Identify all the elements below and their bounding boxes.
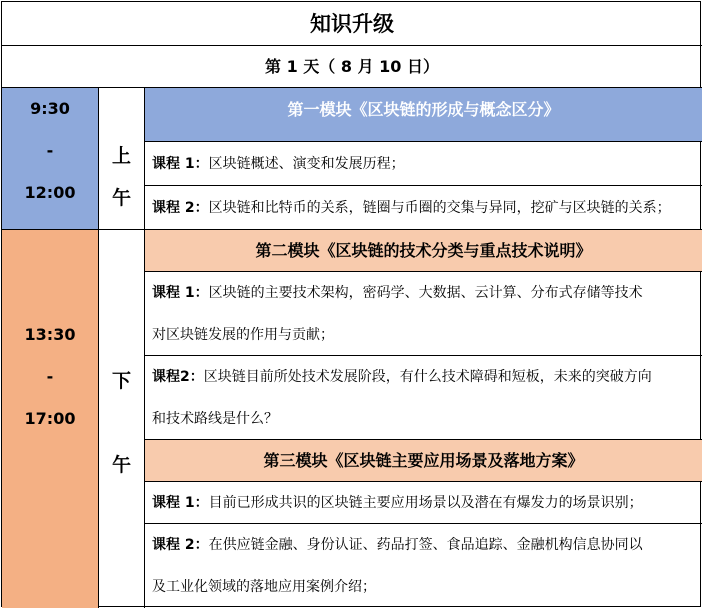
- course-text: 区块链概述、演变和发展历程；: [208, 156, 405, 172]
- afternoon-period-char-2: 午: [111, 454, 131, 476]
- morning-time: [2, 88, 99, 230]
- course-line: 对区块链发展的作用与贡献；: [152, 327, 334, 343]
- course-text: 区块链目前所处技术发展阶段，有什么技术障碍和短板，未来的突破方向: [203, 369, 652, 385]
- morning-time-dash: -: [46, 141, 54, 160]
- module-1-title: 第一模块《区块链的形成与概念区分》: [145, 88, 702, 142]
- course-label: 课程 1：: [152, 156, 209, 172]
- module-3-course-2: [145, 524, 702, 608]
- morning-time-end: 12:00: [24, 183, 76, 202]
- afternoon-time: [2, 230, 99, 608]
- course-label: 课程 2：: [152, 200, 209, 216]
- module-2-title: 第二模块《区块链的技术分类与重点技术说明》: [145, 230, 702, 272]
- afternoon-time-start: 13:30: [24, 325, 76, 344]
- afternoon-time-dash: -: [46, 367, 54, 386]
- module-1-course-1: [145, 142, 702, 186]
- morning-period-char-2: 午: [111, 187, 131, 209]
- course-line: [152, 524, 694, 566]
- course-text: 区块链和比特币的关系，链圈与币圈的交集与异同，挖矿与区块链的关系；: [208, 200, 671, 216]
- course-text: 目前已形成共识的区块链主要应用场景以及潜在有爆发力的场景识别；: [208, 495, 643, 511]
- afternoon-period-char-1: 下: [111, 370, 131, 392]
- course-line: 和技术路线是什么？: [152, 411, 278, 427]
- afternoon-period: [99, 230, 145, 608]
- course-label: 课程 2：: [152, 537, 209, 553]
- course-line: [152, 356, 694, 398]
- page-title: 知识升级: [2, 2, 702, 46]
- course-label: 课程2：: [152, 369, 204, 385]
- module-2-course-2: [145, 356, 702, 440]
- day-header: 第 1 天（ 8 月 10 日）: [2, 46, 702, 88]
- morning-period: [99, 88, 145, 230]
- course-text: 在供应链金融、身份认证、药品打签、食品追踪、金融机构信息协同以: [208, 537, 643, 553]
- schedule-table: [1, 1, 701, 607]
- afternoon-time-end: 17:00: [24, 409, 76, 428]
- course-label: 课程 1：: [152, 285, 209, 301]
- module-1-course-2: [145, 186, 702, 230]
- course-text: 区块链的主要技术架构，密码学、大数据、云计算、分布式存储等技术: [208, 285, 643, 301]
- module-3-title: 第三模块《区块链主要应用场景及落地方案》: [145, 440, 702, 482]
- module-2-course-1: [145, 272, 702, 356]
- course-label: 课程 1：: [152, 495, 209, 511]
- course-line: 及工业化领域的落地应用案例介绍；: [152, 579, 376, 595]
- morning-time-start: 9:30: [30, 99, 70, 118]
- module-3-course-1: [145, 482, 702, 524]
- course-line: [152, 272, 694, 314]
- morning-period-char-1: 上: [111, 145, 131, 167]
